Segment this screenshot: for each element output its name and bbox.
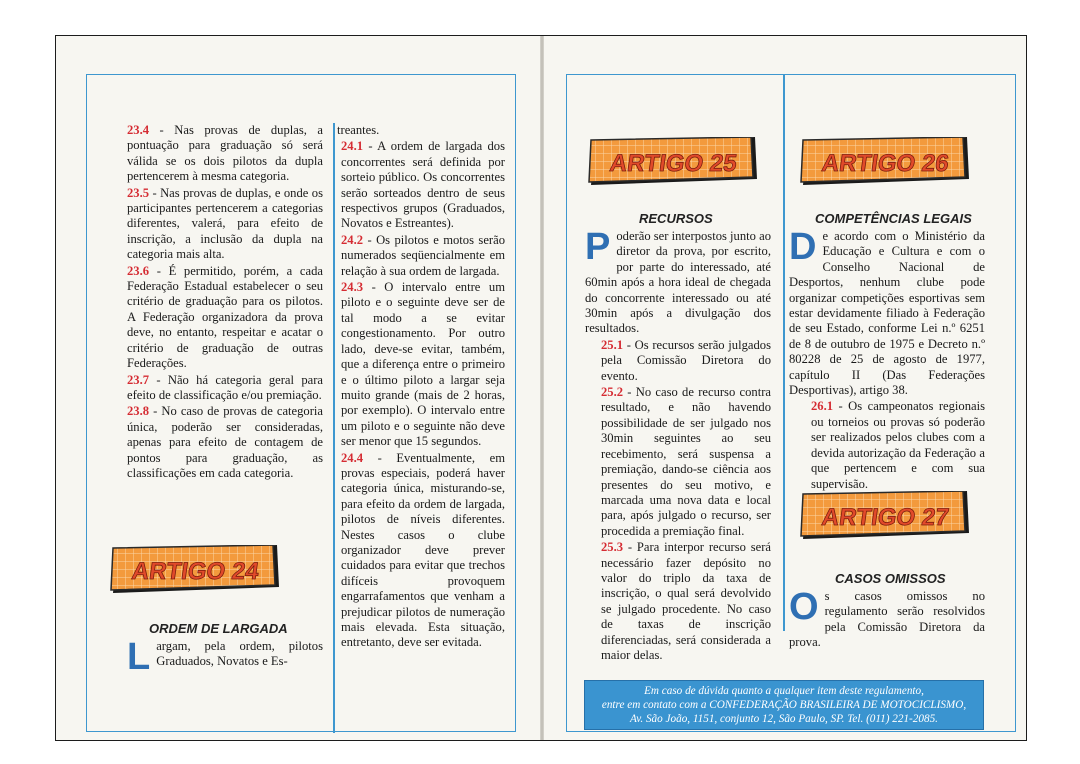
booklet-spread: [56, 36, 1026, 740]
right-page: [566, 74, 1016, 732]
item-24-1: 24.1 - A ordem de largada dos concorrentes será definida por sorteio público. Os concorrentes serão sorteados dentro de seus respectivos grupos (Graduados, Novatos e Estreantes).: [341, 139, 505, 231]
item-24-4: 24.4 - Eventualmente, em provas especiais, poderá haver categoria única, misturando-se, para efeito da ordem de largada, pilotos de níveis diferentes. Nestes casos o clube organizador deve prever cuidados para evitar que trechos difíceis provoquem engarrafamentos que venham a prejudicar pilotos de numeração mais elevada. Esta situação, entretanto, deve ser evitada.: [341, 450, 505, 650]
column-divider: [333, 123, 335, 733]
badge-artigo-27-graphic: [799, 491, 971, 541]
contact-footer-box: [584, 680, 984, 730]
badge-artigo-24: [109, 545, 281, 595]
spine: [540, 36, 544, 740]
badge-artigo-27-text: ARTIGO 27: [820, 504, 951, 531]
left-column: [127, 123, 323, 482]
item-23-4: 23.4 - Nas provas de duplas, a pontuação para graduação só será válida se os dois pilotos da dupla pertencerem à mesma categoria.: [127, 123, 323, 184]
right-column: [337, 123, 505, 652]
item-25-3: 25.3 - Para interpor recurso será necessário fazer depósito no valor do triplo da taxa de inscrição, o qual será devolvido se julgado procedente. No caso de taxas de inscrição diferenciadas, será considerada a maior delas.: [601, 540, 771, 662]
artigo-27-body: [789, 586, 985, 652]
badge-artigo-26: [799, 137, 971, 187]
heading-casos-omissos: CASOS OMISSOS: [835, 571, 946, 586]
badge-artigo-25-text: ARTIGO 25: [608, 150, 739, 177]
right-column-divider: [783, 75, 785, 631]
item-25-1: 25.1 - Os recursos serão julgados pela Comissão Diretora do evento.: [601, 337, 771, 383]
badge-artigo-27: [799, 491, 971, 541]
dropcap-o: O: [789, 586, 819, 628]
badge-artigo-26-graphic: [799, 137, 971, 187]
dropcap-p: P: [585, 226, 611, 268]
item-25-2: 25.2 - No caso de recurso contra resultado, e não havendo possibilidade de ser julgado nos 30min seguintes ao seu recebimento, será suspensa a premiação, dando-se ciência aos presentes do seu motivo, e marcada uma nova data e local para, após julgado o recurso, ser procedida a premiação final.: [601, 385, 771, 538]
heading-ordem-de-largada: ORDEM DE LARGADA: [149, 621, 288, 636]
artigo-24-intro: Largam, pela ordem, pilotos Graduados, Novatos e Es-: [127, 636, 323, 678]
continuation-treantes: treantes.: [337, 123, 380, 137]
footer-line-3: Av. São João, 1151, conjunto 12, São Paulo, SP. Tel. (011) 221-2085.: [630, 713, 938, 725]
dropcap-l: L: [127, 636, 151, 678]
badge-artigo-24-text: ARTIGO 24: [130, 558, 261, 585]
artigo-25-body: [585, 226, 771, 664]
badge-artigo-25-graphic: [587, 137, 759, 187]
item-23-8: 23.8 - No caso de provas de categoria única, poderão ser consideradas, apenas para efeito de contagem de pontos para graduação, as classificações em cada categoria.: [127, 404, 323, 480]
heading-recursos: RECURSOS: [639, 211, 713, 226]
item-24-3: 24.3 - O intervalo entre um piloto e o seguinte deve ser de tal modo a se evitar congestionamento. Por outro lado, deve-se evitar, também, que a diferença entre o primeiro e o último piloto a largar seja muito grande (mais de 2 horas, por exemplo). O intervalo entre um piloto e o seguinte não deve ser menor que 15 segundos.: [341, 280, 505, 449]
heading-competencias-legais: COMPETÊNCIAS LEGAIS: [815, 211, 972, 226]
item-23-6: 23.6 - É permitido, porém, a cada Federação Estadual estabelecer o seu critério de graduação para os pilotos. A Federação organizadora da prova deve, no entanto, respeitar e acatar o critério de graduação de outras Federações.: [127, 263, 323, 371]
badge-artigo-24-graphic: [109, 545, 281, 595]
artigo-26-intro: De acordo com o Ministério da Educação e Cultura e com o Conselho Nacional de Desportos, nenhum clube pode organizar competições esportivas sem estar devidamente filiado à Federação de seu Estado, conforme Lei n.º 6251 de 8 de outubro de 1975 e Decreto n.º 80228 de 25 de agosto de 1977, capítulo II (Das Federações Desportivas), artigo 38.: [789, 226, 985, 398]
artigo-25-intro: Poderão ser interpostos junto ao diretor da prova, por escrito, por parte do interessado, até 60min após a hora ideal de chegada do concorrente interessado ou até 30min após a divulgação dos resultados.: [585, 226, 771, 336]
badge-artigo-26-text: ARTIGO 26: [820, 150, 951, 177]
item-26-1: 26.1 - Os campeonatos regionais ou torneios ou provas só poderão ser realizados pelos clubes com a devida autorização da Federação a que pertencem e com sua supervisão.: [811, 399, 985, 491]
artigo-26-body: [789, 226, 985, 493]
dropcap-d: D: [789, 226, 817, 268]
item-23-5: 23.5 - Nas provas de duplas, e onde os participantes pertencerem a categorias diferentes, valerá, para efeito de inscrição, a inclusão da dupla na categoria mais alta.: [127, 185, 323, 262]
footer-line-1: Em caso de dúvida quanto a qualquer item deste regulamento,: [644, 685, 924, 697]
left-page: [86, 74, 516, 732]
artigo-27-intro: Os casos omissos no regulamento serão resolvidos pela Comissão Diretora da prova.: [789, 586, 985, 650]
item-23-7: 23.7 - Não há categoria geral para efeito de classificação e/ou premiação.: [127, 372, 323, 402]
footer-line-2: entre em contato com a CONFEDERAÇÃO BRASILEIRA DE MOTOCICLISMO,: [601, 699, 967, 711]
item-24-2: 24.2 - Os pilotos e motos serão numerados seqüencialmente em relação à sua ordem de largada.: [341, 232, 505, 278]
badge-artigo-25: [587, 137, 759, 187]
